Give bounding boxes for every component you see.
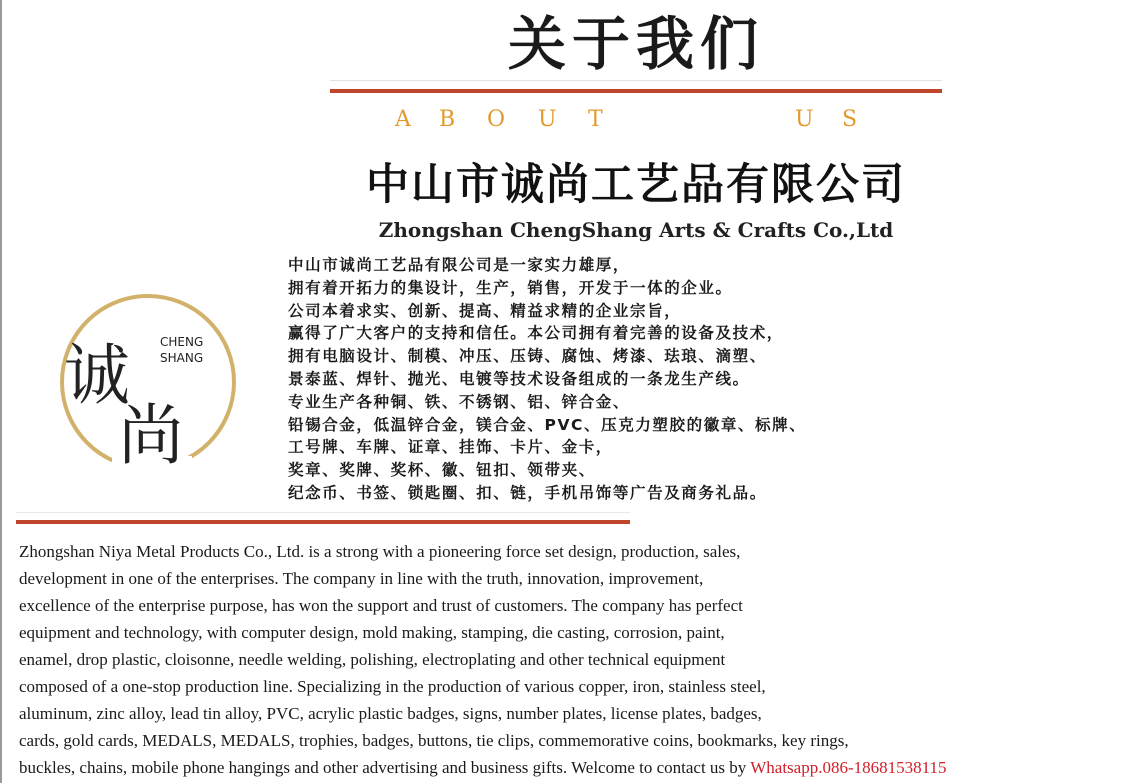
title-letter: A [395,107,411,132]
description-line: 工号牌、车牌、证章、挂饰、卡片、金卡， [288,438,613,457]
description-text: buckles, chains, mobile phone hangings and other advertising and business gifts. Welcome to contact us by [19,758,751,777]
title-letter: T [588,107,603,132]
description-line: Zhongshan Niya Metal Products Co., Ltd. is a strong with a pioneering force set design, production, sales, [19,542,741,561]
whatsapp-contact[interactable]: Whatsapp.086-18681538115 [750,758,947,777]
company-description-cn [288,254,1078,505]
title-letter: U [538,107,557,132]
description-line: 公司本着求实、创新、提高、精益求精的企业宗旨， [288,301,682,320]
section-divider-thin [16,512,630,513]
description-line: 中山市诚尚工艺品有限公司是一家实力雄厚， [288,256,631,274]
title-letter: O [487,107,506,132]
company-logo [56,286,242,478]
title-divider [330,89,942,93]
title-letter: S [842,107,858,132]
logo-char-2: 尚 [118,397,184,474]
description-line: 拥有着开拓力的集设计，生产，销售，开发于一体的企业。 [288,278,733,297]
description-line: 赢得了广大客户的支持和信任。本公司拥有着完善的设备及技术， [288,324,784,343]
title-letter: U [795,107,814,132]
description-line: aluminum, zinc alloy, lead tin alloy, PVC, acrylic plastic badges, signs, number plates, license plates, badges, [19,704,762,723]
description-line: equipment and technology, with computer design, mold making, stamping, die casting, corrosion, paint, [19,623,725,642]
description-line: excellence of the enterprise purpose, has won the support and trust of customers. The company has perfect [19,596,743,615]
company-name-cn: 中山市诚尚工艺品有限公司 [366,160,906,210]
logo-graphic [56,286,242,478]
page-left-border [0,0,2,783]
description-line-last [19,754,1119,781]
description-line: 铅锡合金，低温锌合金，镁合金、PVC、压克力塑胶的徽章、标牌、 [288,415,807,434]
company-name-en: Zhongshan ChengShang Arts & Crafts Co.,Ltd [378,218,894,242]
company-description-en [19,538,1119,781]
logo-text-shang: SHANG [160,351,204,365]
logo-char-1: 诚 [64,337,130,414]
description-line: composed of a one-stop production line. Specializing in the production of various copper, iron, stainless steel, [19,677,766,696]
logo-text-cheng: CHENG [160,335,204,349]
section-divider [16,520,630,524]
description-line: 奖章、奖牌、奖杯、徽、钮扣、领带夹、 [288,461,596,480]
description-line: cards, gold cards, MEDALS, MEDALS, trophies, badges, buttons, tie clips, commemorative coins, bookmarks, key rings, [19,731,849,750]
page-title-cn: 关于我们 [507,10,764,78]
description-line: 专业生产各种铜、铁、不锈钢、铝、锌合金、 [288,392,631,411]
description-line: 景泰蓝、焊针、抛光、电镀等技术设备组成的一条龙生产线。 [288,369,750,388]
description-line: 拥有电脑设计、制模、冲压、压铸、腐蚀、烤漆、珐琅、滴塑、 [288,347,767,366]
description-line: development in one of the enterprises. The company in line with the truth, innovation, improvement, [19,569,704,588]
description-line: 纪念币、书签、锁匙圈、扣、链，手机吊饰等广告及商务礼品。 [288,483,767,502]
title-divider-thin [330,80,942,81]
title-letter: B [439,107,456,132]
description-line: enamel, drop plastic, cloisonne, needle welding, polishing, electroplating and other technical equipment [19,650,726,669]
